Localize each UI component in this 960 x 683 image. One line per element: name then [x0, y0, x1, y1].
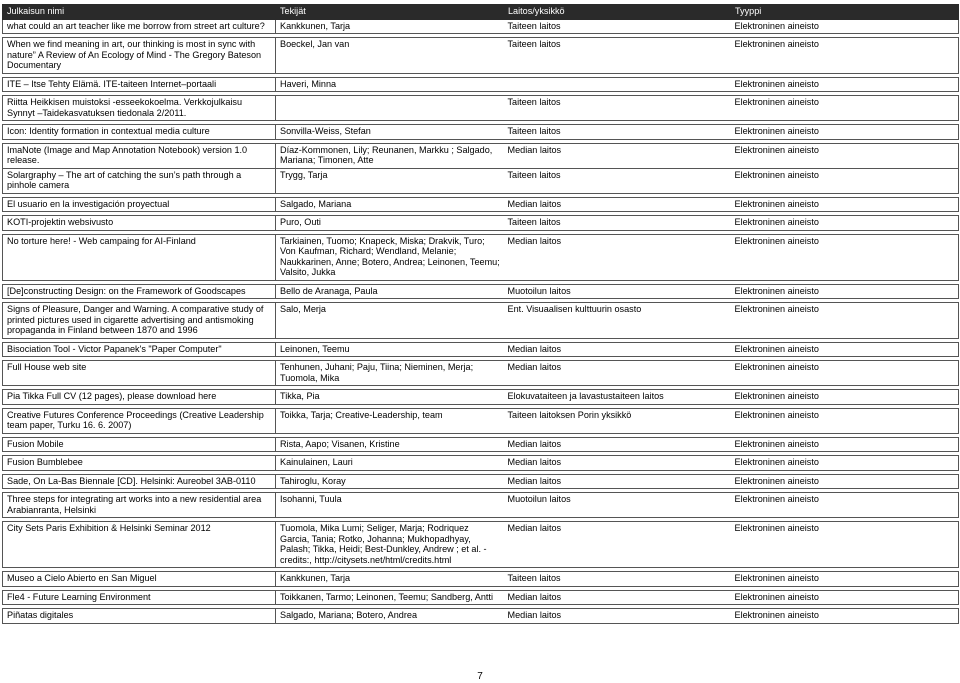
table-row — [3, 216, 959, 231]
department-cell: Taiteen laitos — [504, 168, 731, 193]
type-cell: Elektroninen aineisto — [731, 342, 959, 357]
authors-cell: Toikka, Tarja; Creative-Leadership, team — [276, 408, 504, 433]
table-header-row — [3, 5, 959, 20]
type-cell: Elektroninen aineisto — [731, 493, 959, 518]
authors-cell: Haveri, Minna — [276, 77, 504, 92]
type-cell: Elektroninen aineisto — [731, 77, 959, 92]
type-cell: Elektroninen aineisto — [731, 390, 959, 405]
table-row — [3, 408, 959, 433]
department-cell: Median laitos — [504, 590, 731, 605]
publication-name-cell: Icon: Identity formation in contextual media culture — [3, 125, 276, 140]
department-cell: Muotoilun laitos — [504, 493, 731, 518]
table-row — [3, 234, 959, 280]
table-row — [3, 572, 959, 587]
publication-name-cell: Fusion Bumblebee — [3, 456, 276, 471]
publication-name-cell: When we find meaning in art, our thinking is most in sync with nature” A Review of An Ecology of Mind - The Gregory Bateson Documentary — [3, 38, 276, 74]
type-cell: Elektroninen aineisto — [731, 522, 959, 568]
header-publication-name: Julkaisun nimi — [3, 5, 276, 20]
department-cell: Taiteen laitos — [504, 38, 731, 74]
type-cell: Elektroninen aineisto — [731, 590, 959, 605]
authors-cell: Tahiroglu, Koray — [276, 474, 504, 489]
department-cell: Median laitos — [504, 197, 731, 212]
type-cell: Elektroninen aineisto — [731, 234, 959, 280]
department-cell: Median laitos — [504, 234, 731, 280]
authors-cell: Tuomola, Mika Lumi; Seliger, Marja; Rodriquez Garcia, Tania; Rotko, Johanna; Mukhopadhyay, Palash; Tikka, Heidi; Best-Dunkley, Andrew ; et al. - credits:, http://citysets.net/html/credits.html — [276, 522, 504, 568]
department-cell — [504, 77, 731, 92]
type-cell: Elektroninen aineisto — [731, 303, 959, 339]
type-cell: Elektroninen aineisto — [731, 38, 959, 74]
type-cell: Elektroninen aineisto — [731, 19, 959, 34]
department-cell: Ent. Visuaalisen kulttuurin osasto — [504, 303, 731, 339]
publication-name-cell: No torture here! - Web campaing for AI-Finland — [3, 234, 276, 280]
type-cell: Elektroninen aineisto — [731, 609, 959, 624]
authors-cell: Tikka, Pia — [276, 390, 504, 405]
table-row — [3, 125, 959, 140]
department-cell: Taiteen laitos — [504, 19, 731, 34]
authors-cell: Isohanni, Tuula — [276, 493, 504, 518]
page-number: 7 — [477, 671, 483, 682]
table-row — [3, 437, 959, 452]
type-cell: Elektroninen aineisto — [731, 572, 959, 587]
table-row — [3, 609, 959, 624]
authors-cell: Salo, Merja — [276, 303, 504, 339]
type-cell: Elektroninen aineisto — [731, 474, 959, 489]
department-cell: Muotoilun laitos — [504, 284, 731, 299]
table-row — [3, 197, 959, 212]
table-row — [3, 590, 959, 605]
table-row — [3, 493, 959, 518]
department-cell: Median laitos — [504, 456, 731, 471]
table-row — [3, 361, 959, 386]
department-cell: Taiteen laitos — [504, 125, 731, 140]
type-cell: Elektroninen aineisto — [731, 408, 959, 433]
department-cell: Median laitos — [504, 522, 731, 568]
authors-cell: Sonvilla-Weiss, Stefan — [276, 125, 504, 140]
table-row — [3, 38, 959, 74]
table-row — [3, 342, 959, 357]
department-cell: Elokuvataiteen ja lavastustaiteen laitos — [504, 390, 731, 405]
publication-name-cell: ImaNote (Image and Map Annotation Notebook) version 1.0 release. — [3, 143, 276, 168]
department-cell: Taiteen laitos — [504, 216, 731, 231]
authors-cell: Díaz-Kommonen, Lily; Reunanen, Markku ; Salgado, Mariana; Timonen, Atte — [276, 143, 504, 168]
table-row — [3, 522, 959, 568]
publication-name-cell: Three steps for integrating art works into a new residential area Arabianranta, Helsinki — [3, 493, 276, 518]
type-cell: Elektroninen aineisto — [731, 361, 959, 386]
publication-name-cell: Creative Futures Conference Proceedings (Creative Leadership team paper, Turku 16. 6. 2007) — [3, 408, 276, 433]
table-row — [3, 456, 959, 471]
header-type: Tyyppi — [731, 5, 959, 20]
publication-name-cell: what could an art teacher like me borrow from street art culture? — [3, 19, 276, 34]
department-cell: Median laitos — [504, 361, 731, 386]
table-row — [3, 390, 959, 405]
type-cell: Elektroninen aineisto — [731, 216, 959, 231]
authors-cell: Toikkanen, Tarmo; Leinonen, Teemu; Sandberg, Antti — [276, 590, 504, 605]
type-cell: Elektroninen aineisto — [731, 437, 959, 452]
authors-cell: Kankkunen, Tarja — [276, 572, 504, 587]
type-cell: Elektroninen aineisto — [731, 125, 959, 140]
authors-cell: Tarkiainen, Tuomo; Knapeck, Miska; Drakvik, Turo; Von Kaufman, Richard; Wendland, Melanie; Naukkarinen, Anne; Botero, Andrea; Leinonen, Teemu; Valsito, Jukka — [276, 234, 504, 280]
type-cell: Elektroninen aineisto — [731, 168, 959, 193]
authors-cell: Puro, Outi — [276, 216, 504, 231]
table-row — [3, 19, 959, 34]
publication-name-cell: [De]constructing Design: on the Framework of Goodscapes — [3, 284, 276, 299]
authors-cell: Trygg, Tarja — [276, 168, 504, 193]
department-cell: Median laitos — [504, 474, 731, 489]
table-body — [3, 19, 959, 623]
authors-cell: Kainulainen, Lauri — [276, 456, 504, 471]
department-cell: Median laitos — [504, 437, 731, 452]
table-row — [3, 143, 959, 168]
table-row — [3, 474, 959, 489]
publication-name-cell: Signs of Pleasure, Danger and Warning. A comparative study of printed pictures used in cigarette advertising and antismoking propaganda in Finland between 1870 and 1996 — [3, 303, 276, 339]
authors-cell: Bello de Aranaga, Paula — [276, 284, 504, 299]
publication-name-cell: Pia Tikka Full CV (12 pages), please download here — [3, 390, 276, 405]
publication-table — [2, 4, 959, 624]
publication-name-cell: KOTI-projektin websivusto — [3, 216, 276, 231]
department-cell: Median laitos — [504, 342, 731, 357]
type-cell: Elektroninen aineisto — [731, 143, 959, 168]
publication-name-cell: Museo a Cielo Abierto en San Miguel — [3, 572, 276, 587]
department-cell: Taiteen laitos — [504, 572, 731, 587]
department-cell: Median laitos — [504, 609, 731, 624]
publication-name-cell: City Sets Paris Exhibition & Helsinki Seminar 2012 — [3, 522, 276, 568]
authors-cell: Kankkunen, Tarja — [276, 19, 504, 34]
publication-name-cell: Riitta Heikkisen muistoksi -esseekokoelma. Verkkojulkaisu Synnyt –Taidekasvatuksen tiedonala 2/2011. — [3, 96, 276, 121]
department-cell: Taiteen laitos — [504, 96, 731, 121]
publication-name-cell: Fusion Mobile — [3, 437, 276, 452]
table-row — [3, 168, 959, 193]
authors-cell: Tenhunen, Juhani; Paju, Tiina; Nieminen, Merja; Tuomola, Mika — [276, 361, 504, 386]
table-row — [3, 96, 959, 121]
table-row — [3, 303, 959, 339]
type-cell: Elektroninen aineisto — [731, 197, 959, 212]
publication-name-cell: Piñatas digitales — [3, 609, 276, 624]
publication-name-cell: Sade, On La-Bas Biennale [CD]. Helsinki: Aureobel 3AB-0110 — [3, 474, 276, 489]
type-cell: Elektroninen aineisto — [731, 96, 959, 121]
department-cell: Median laitos — [504, 143, 731, 168]
header-authors: Tekijät — [276, 5, 504, 20]
publication-name-cell: Solargraphy – The art of catching the sun’s path through a pinhole camera — [3, 168, 276, 193]
authors-cell: Salgado, Mariana — [276, 197, 504, 212]
table-row — [3, 284, 959, 299]
type-cell: Elektroninen aineisto — [731, 456, 959, 471]
publication-name-cell: Fle4 - Future Learning Environment — [3, 590, 276, 605]
authors-cell — [276, 96, 504, 121]
authors-cell: Boeckel, Jan van — [276, 38, 504, 74]
publication-name-cell: Full House web site — [3, 361, 276, 386]
publication-name-cell: Bisociation Tool - Victor Papanek's "Paper Computer" — [3, 342, 276, 357]
authors-cell: Salgado, Mariana; Botero, Andrea — [276, 609, 504, 624]
publication-table-page — [2, 4, 958, 624]
department-cell: Taiteen laitoksen Porin yksikkö — [504, 408, 731, 433]
table-row — [3, 77, 959, 92]
type-cell: Elektroninen aineisto — [731, 284, 959, 299]
header-department: Laitos/yksikkö — [504, 5, 731, 20]
authors-cell: Rista, Aapo; Visanen, Kristine — [276, 437, 504, 452]
authors-cell: Leinonen, Teemu — [276, 342, 504, 357]
publication-name-cell: El usuario en la investigación proyectual — [3, 197, 276, 212]
publication-name-cell: ITE – Itse Tehty Elämä. ITE-taiteen Internet–portaali — [3, 77, 276, 92]
